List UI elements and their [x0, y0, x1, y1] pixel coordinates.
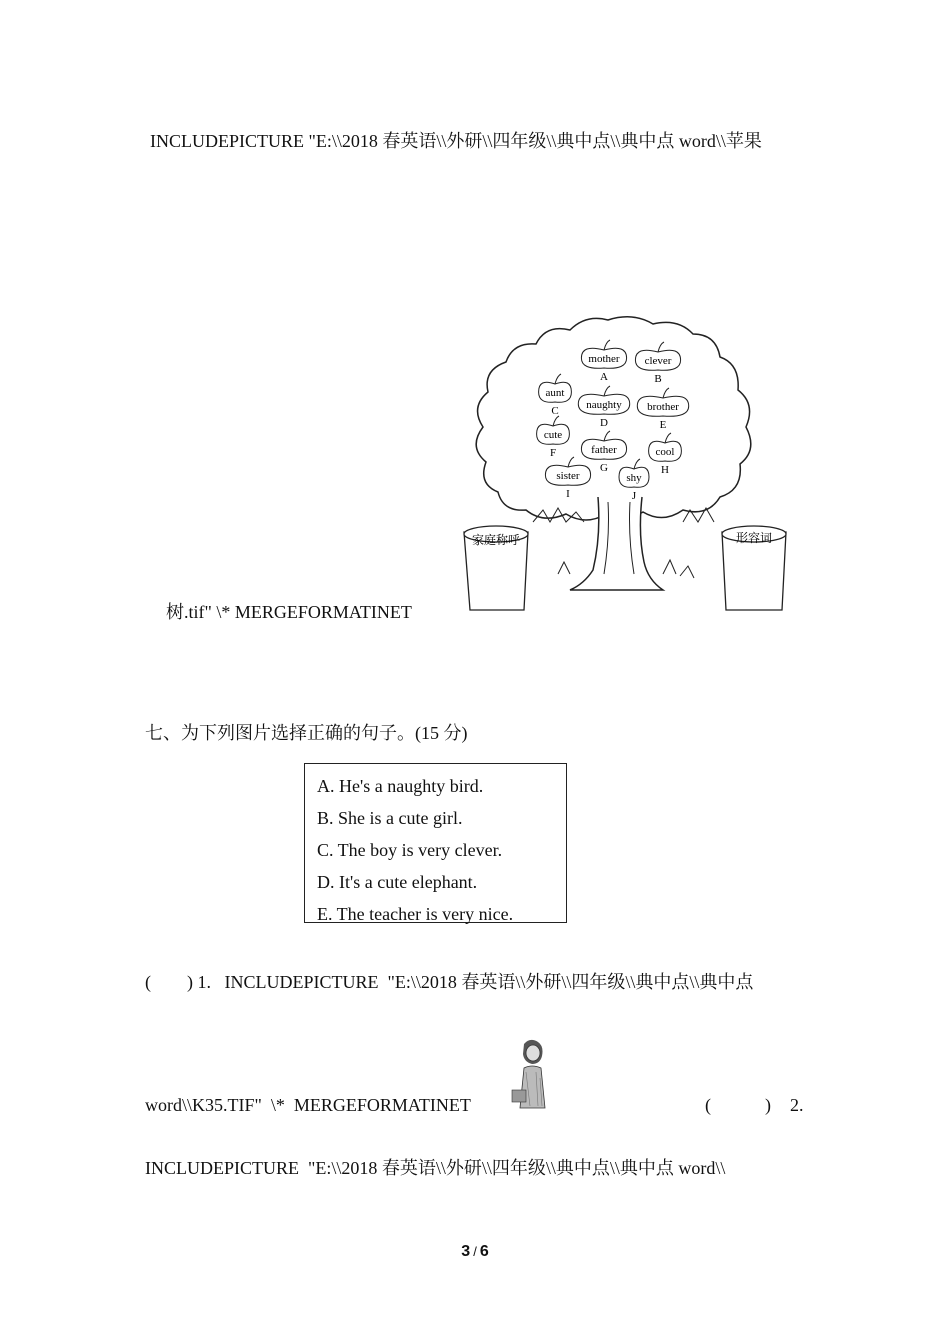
question-1-line: ( ) 1. INCLUDEPICTURE "E:\\2018 春英语\\外研\\四年级\\典中点\\典中点 — [145, 972, 754, 992]
apple-word: naughty — [586, 399, 622, 411]
teacher-figure-image — [510, 1038, 550, 1112]
option-e: E. The teacher is very nice. — [317, 904, 514, 924]
bucket-right-label: 形容词 — [735, 531, 773, 545]
question-2-line: INCLUDEPICTURE "E:\\2018 春英语\\外研\\四年级\\典中点\\典中点 word\\ — [145, 1158, 726, 1178]
page-current: 3 — [461, 1243, 471, 1260]
option-d: D. It's a cute elephant. — [317, 872, 478, 892]
apple-word: mother — [588, 353, 620, 365]
apple-word: sister — [556, 470, 580, 482]
apple-letter: B — [654, 373, 662, 385]
question-1-continuation: word\\K35.TIF" \* MERGEFORMATINET — [145, 1095, 471, 1115]
option-c: C. The boy is very clever. — [317, 840, 503, 860]
apple-letter: A — [600, 371, 608, 383]
include-line-1: INCLUDEPICTURE "E:\\2018 春英语\\外研\\四年级\\典中点\\典中点 word\\苹果 — [150, 131, 762, 151]
section-title: 七、为下列图片选择正确的句子。(15 分) — [145, 723, 468, 743]
apple-word: father — [591, 444, 617, 456]
apple-word: cute — [543, 429, 563, 441]
option-b: B. She is a cute girl. — [317, 808, 463, 828]
apple-word: cool — [655, 446, 675, 458]
apple-letter: F — [549, 447, 557, 459]
apple-letter: E — [659, 419, 667, 431]
options-box — [304, 763, 567, 923]
apple-word: brother — [647, 401, 679, 413]
apple-letter: H — [661, 464, 669, 476]
apple-tree-illustration — [458, 312, 798, 612]
bucket-left-label: 家庭称呼 — [471, 533, 521, 547]
page-total: 6 — [479, 1243, 489, 1260]
question-2-number: 2. — [790, 1095, 804, 1115]
apple-letter: G — [600, 462, 608, 474]
apple-word: shy — [626, 472, 642, 484]
option-a: A. He's a naughty bird. — [317, 776, 484, 796]
apple-letter: D — [600, 417, 608, 429]
include-line-2: 树.tif" \* MERGEFORMATINET — [166, 602, 412, 622]
apple-word: aunt — [545, 387, 565, 399]
page-number: 3 / 6 — [461, 1243, 489, 1260]
apple-letter: J — [631, 490, 637, 502]
question-2-paren: ( ) — [705, 1095, 771, 1115]
apple-word: clever — [644, 355, 672, 367]
apple-letter: I — [566, 488, 570, 500]
apple-letter: C — [551, 405, 559, 417]
